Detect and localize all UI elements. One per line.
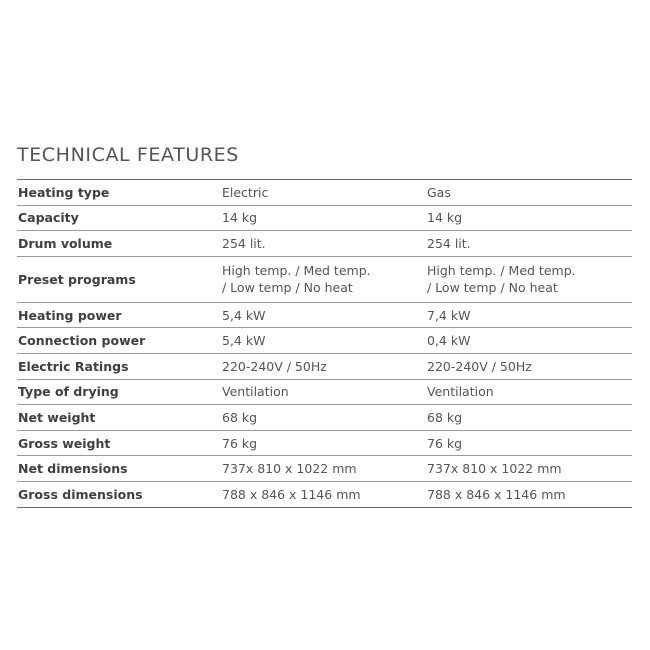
electric-value: 5,4 kW	[222, 328, 427, 354]
row-label: Gross dimensions	[18, 486, 143, 502]
gas-value: 254 lit.	[427, 231, 632, 257]
spec-table	[17, 179, 632, 508]
table-row	[17, 180, 632, 206]
gas-value: 737x 810 x 1022 mm	[427, 456, 632, 482]
gas-value: 76 kg	[427, 430, 632, 456]
row-label: Type of drying	[17, 379, 222, 405]
electric-value: 737x 810 x 1022 mm	[222, 456, 427, 482]
electric-value: Electric	[222, 180, 427, 206]
table-row	[17, 481, 632, 507]
row-label: Gross weight	[17, 430, 222, 456]
table-row	[17, 205, 632, 231]
row-label: Capacity	[17, 205, 222, 231]
gas-value: 788 x 846 x 1146 mm	[427, 486, 566, 502]
table-row	[17, 256, 632, 302]
gas-value: 68 kg	[427, 405, 632, 431]
gas-value-line: High temp. / Med temp.	[427, 263, 576, 279]
table-row	[17, 379, 632, 405]
gas-value: Ventilation	[427, 379, 632, 405]
section-title: TECHNICAL FEATURES	[17, 144, 239, 166]
table-row	[17, 405, 632, 431]
technical-features-sheet	[17, 141, 632, 508]
electric-value	[222, 256, 427, 302]
electric-value: 5,4 kW	[222, 302, 427, 328]
electric-value-line: High temp. / Med temp.	[222, 263, 371, 279]
table-row	[17, 456, 632, 482]
gas-value: 7,4 kW	[427, 302, 632, 328]
electric-value-line: / Low temp / No heat	[222, 280, 353, 296]
electric-value: 254 lit.	[222, 231, 427, 257]
row-label: Heating type	[17, 180, 222, 206]
table-row	[17, 430, 632, 456]
row-label: Heating power	[17, 302, 222, 328]
row-label: Net weight	[17, 405, 222, 431]
table-row	[17, 328, 632, 354]
gas-value: Gas	[427, 180, 632, 206]
row-label: Drum volume	[17, 231, 222, 257]
gas-value-line: / Low temp / No heat	[427, 280, 558, 296]
electric-value: 76 kg	[222, 430, 427, 456]
electric-value: 220-240V / 50Hz	[222, 353, 427, 379]
gas-value: 220-240V / 50Hz	[427, 353, 632, 379]
gas-value: 0,4 kW	[427, 328, 632, 354]
electric-value: 14 kg	[222, 205, 427, 231]
table-row	[17, 353, 632, 379]
row-label: Preset programs	[17, 256, 222, 302]
electric-value: Ventilation	[222, 379, 427, 405]
row-label: Net dimensions	[17, 456, 222, 482]
row-label: Electric Ratings	[17, 353, 222, 379]
electric-value: 788 x 846 x 1146 mm	[222, 486, 361, 502]
gas-value: 14 kg	[427, 205, 632, 231]
table-row	[17, 231, 632, 257]
electric-value: 68 kg	[222, 405, 427, 431]
table-row	[17, 302, 632, 328]
row-label: Connection power	[17, 328, 222, 354]
gas-value	[427, 256, 632, 302]
